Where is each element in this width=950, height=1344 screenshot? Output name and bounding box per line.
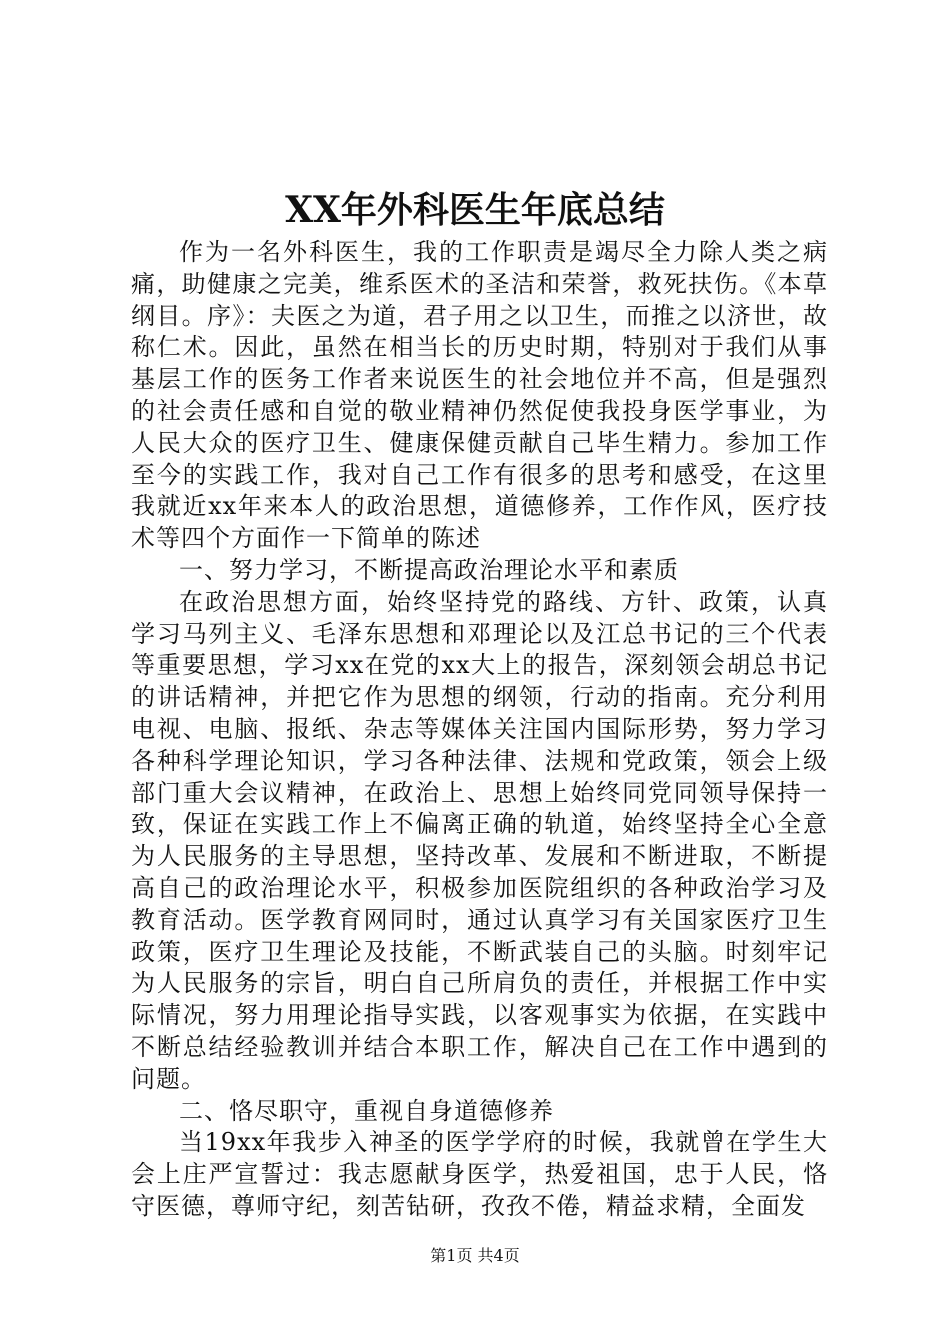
document-body <box>131 237 828 1223</box>
section-heading-2: 二、恪尽职守，重视自身道德修养 <box>179 1096 554 1125</box>
section-1-paragraph: 在政治思想方面，始终坚持党的路线、方针、政策，认真学习马列主义、毛泽东思想和邓理论以及江总书记的三个代表等重要思想，学习xx在党的xx大上的报告，深刻领会胡总书记的讲话精神，并把它作为思想的纲领，行动的指南。充分利用电视、电脑、报纸、杂志等媒体关注国内国际形势，努力学习各种科学理论知识，学习各种法律、法规和党政策，领会上级部门重大会议精神，在政治上、思想上始终同党同领导保持一致，保证在实践工作上不偏离正确的轨道，始终坚持全心全意为人民服务的主导思想，坚持改革、发展和不断进取，不断提高自己的政治理论水平，积极参加医院组织的各种政治学习及教育活动。医学教育网同时，通过认真学习有关国家医疗卫生政策，医疗卫生理论及技能，不断武装自己的头脑。时刻牢记为人民服务的宗旨，明白自己所肩负的责任，并根据工作中实际情况，努力用理论指导实践，以客观事实为依据，在实践中不断总结经验教训并结合本职工作，解决自己在工作中遇到的问题。 <box>131 587 828 1093</box>
intro-paragraph: 作为一名外科医生，我的工作职责是竭尽全力除人类之病痛，助健康之完美，维系医术的圣洁和荣誉，救死扶伤。《本草纲目。序》：夫医之为道，君子用之以卫生，而推之以济世，故称仁术。因此，虽然在相当长的历史时期，特别对于我们从事基层工作的医务工作者来说医生的社会地位并不高，但是强烈的社会责任感和自觉的敬业精神仍然促使我投身医学事业，为人民大众的医疗卫生、健康保健贡献自己毕生精力。参加工作至今的实践工作，我对自己工作有很多的思考和感受，在这里我就近xx年来本人的政治思想，道德修养，工作作风，医疗技术等四个方面作一下简单的陈述 <box>131 238 828 553</box>
page-footer: 第1页 共4页 <box>430 1246 520 1265</box>
section-2-paragraph: 当19xx年我步入神圣的医学学府的时候，我就曾在学生大会上庄严宣誓过：我志愿献身医学，热爱祖国，忠于人民，恪守医德，尊师守纪，刻苦钻研，孜孜不倦，精益求精，全面发 <box>131 1128 828 1220</box>
section-heading-1: 一、努力学习，不断提高政治理论水平和素质 <box>179 555 679 584</box>
document-title: XX年外科医生年底总结 <box>285 189 665 231</box>
